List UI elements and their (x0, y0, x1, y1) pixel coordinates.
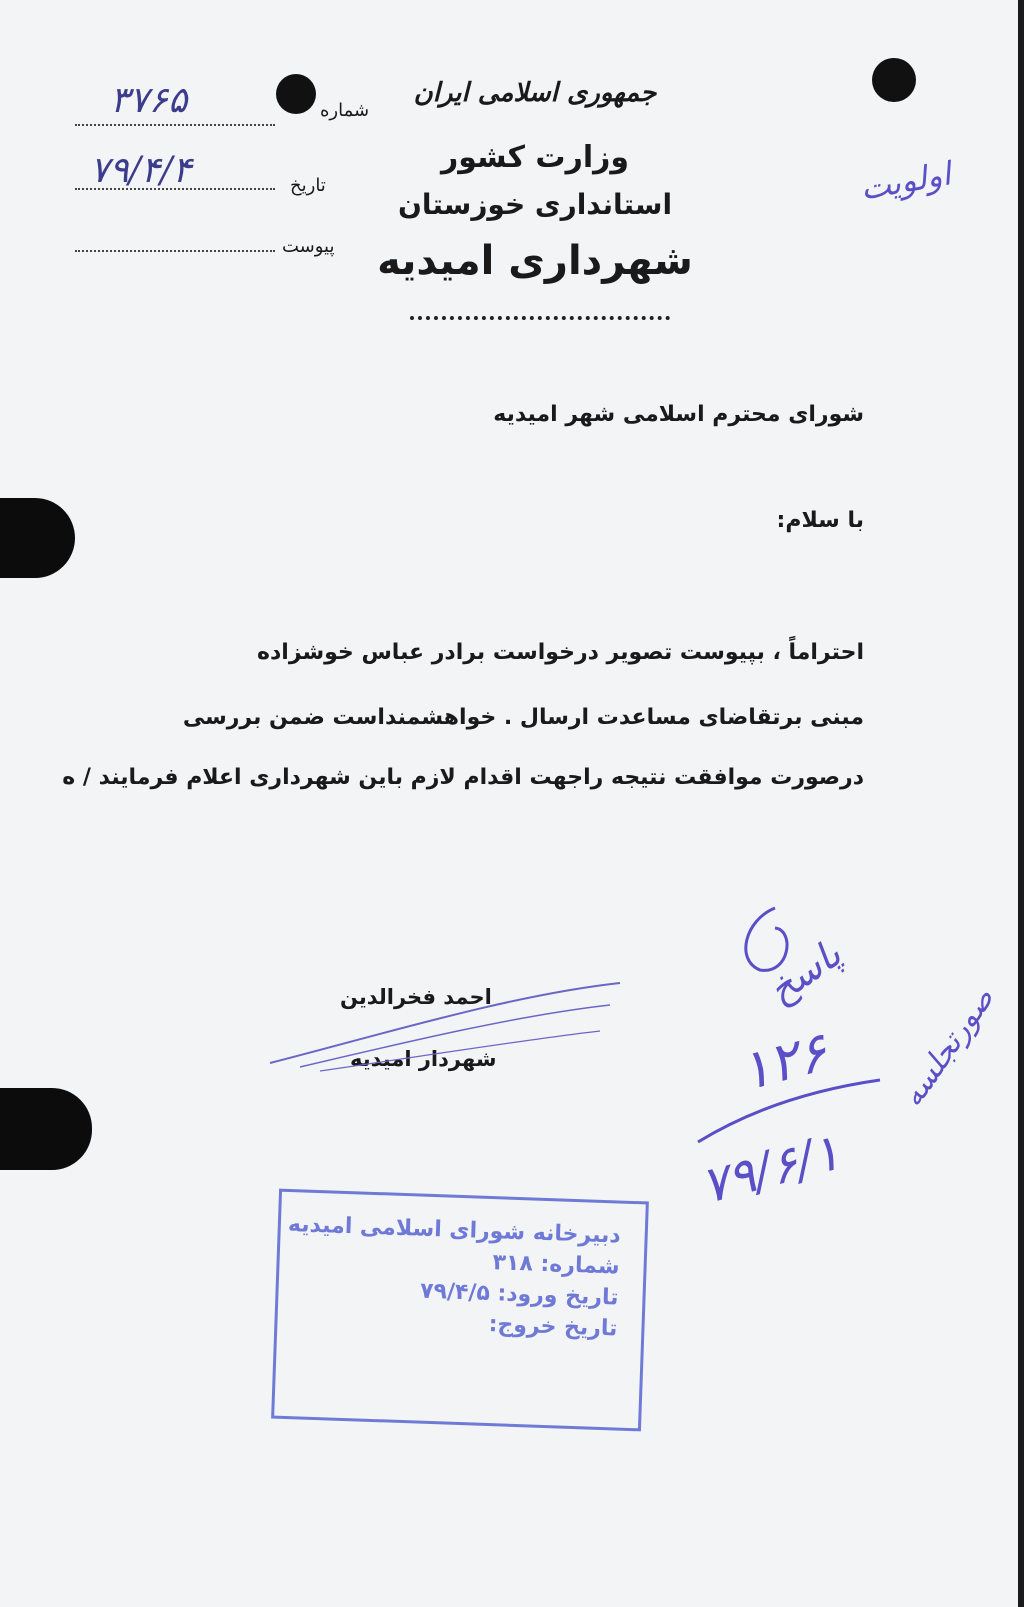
attachment-label: پیوست (282, 236, 335, 257)
binder-mark-bottom (0, 1088, 92, 1170)
letterhead-ministry: وزارت کشور (440, 140, 630, 175)
date-label: تاریخ (290, 175, 326, 196)
priority-note: اولویت (857, 154, 954, 208)
body-line-2: مبنی برتقاضای مساعدت ارسال . خواهشمنداست ضمن بررسی (182, 705, 864, 730)
reply-loop (735, 900, 805, 980)
punch-hole-left (276, 74, 316, 114)
letterhead-divider (410, 316, 670, 320)
signature-title: شهردار امیدیه (350, 1047, 497, 1071)
greeting: با سلام: (776, 508, 864, 533)
minutes-note: صورتجلسه (894, 981, 1002, 1114)
reply-number: ۱۲۶ (733, 1019, 834, 1104)
recipient-line: شورای محترم اسلامی شهر امیدیه (493, 402, 864, 427)
body-line-1: احتراماً ، بپیوست تصویر درخواست برادر عباس خوشزاده (257, 640, 864, 665)
date-value: ۷۹/۴/۴ (90, 150, 192, 191)
number-line (75, 124, 275, 126)
number-label: شماره (320, 100, 370, 121)
punch-hole-right (872, 58, 916, 102)
letterhead-municipality: شهرداری امیدیه (377, 238, 693, 284)
reply-annotation: پاسخ (759, 931, 850, 1013)
stamp-number: شماره: ۳۱۸ (492, 1250, 621, 1280)
attachment-line (75, 250, 275, 252)
stamp-entry-date: تاریخ ورود: ۷۹/۴/۵ (419, 1278, 619, 1311)
binder-mark-top (0, 498, 75, 578)
reply-underline (690, 1050, 890, 1150)
reply-date: ۷۹/۶/۱ (694, 1122, 847, 1216)
signature-name: احمد فخرالدین (340, 985, 492, 1009)
letterhead-governorate: استانداری خوزستان (397, 188, 673, 221)
number-value: ۳۷۶۵ (110, 80, 188, 121)
signature-scrawl (260, 975, 630, 1075)
stamp-exit-date: تاریخ خروج: (488, 1312, 618, 1342)
stamp-title: دبیرخانه شورای اسلامی امیدیه (287, 1211, 622, 1249)
page-edge (1018, 0, 1024, 1607)
letterhead-republic: جمهوری اسلامی ایران (413, 78, 657, 108)
body-line-3: درصورت موافقت نتیجه راجهت اقدام لازم باین شهرداری اعلام فرمایند / ه (62, 765, 864, 790)
council-stamp (271, 1189, 649, 1432)
